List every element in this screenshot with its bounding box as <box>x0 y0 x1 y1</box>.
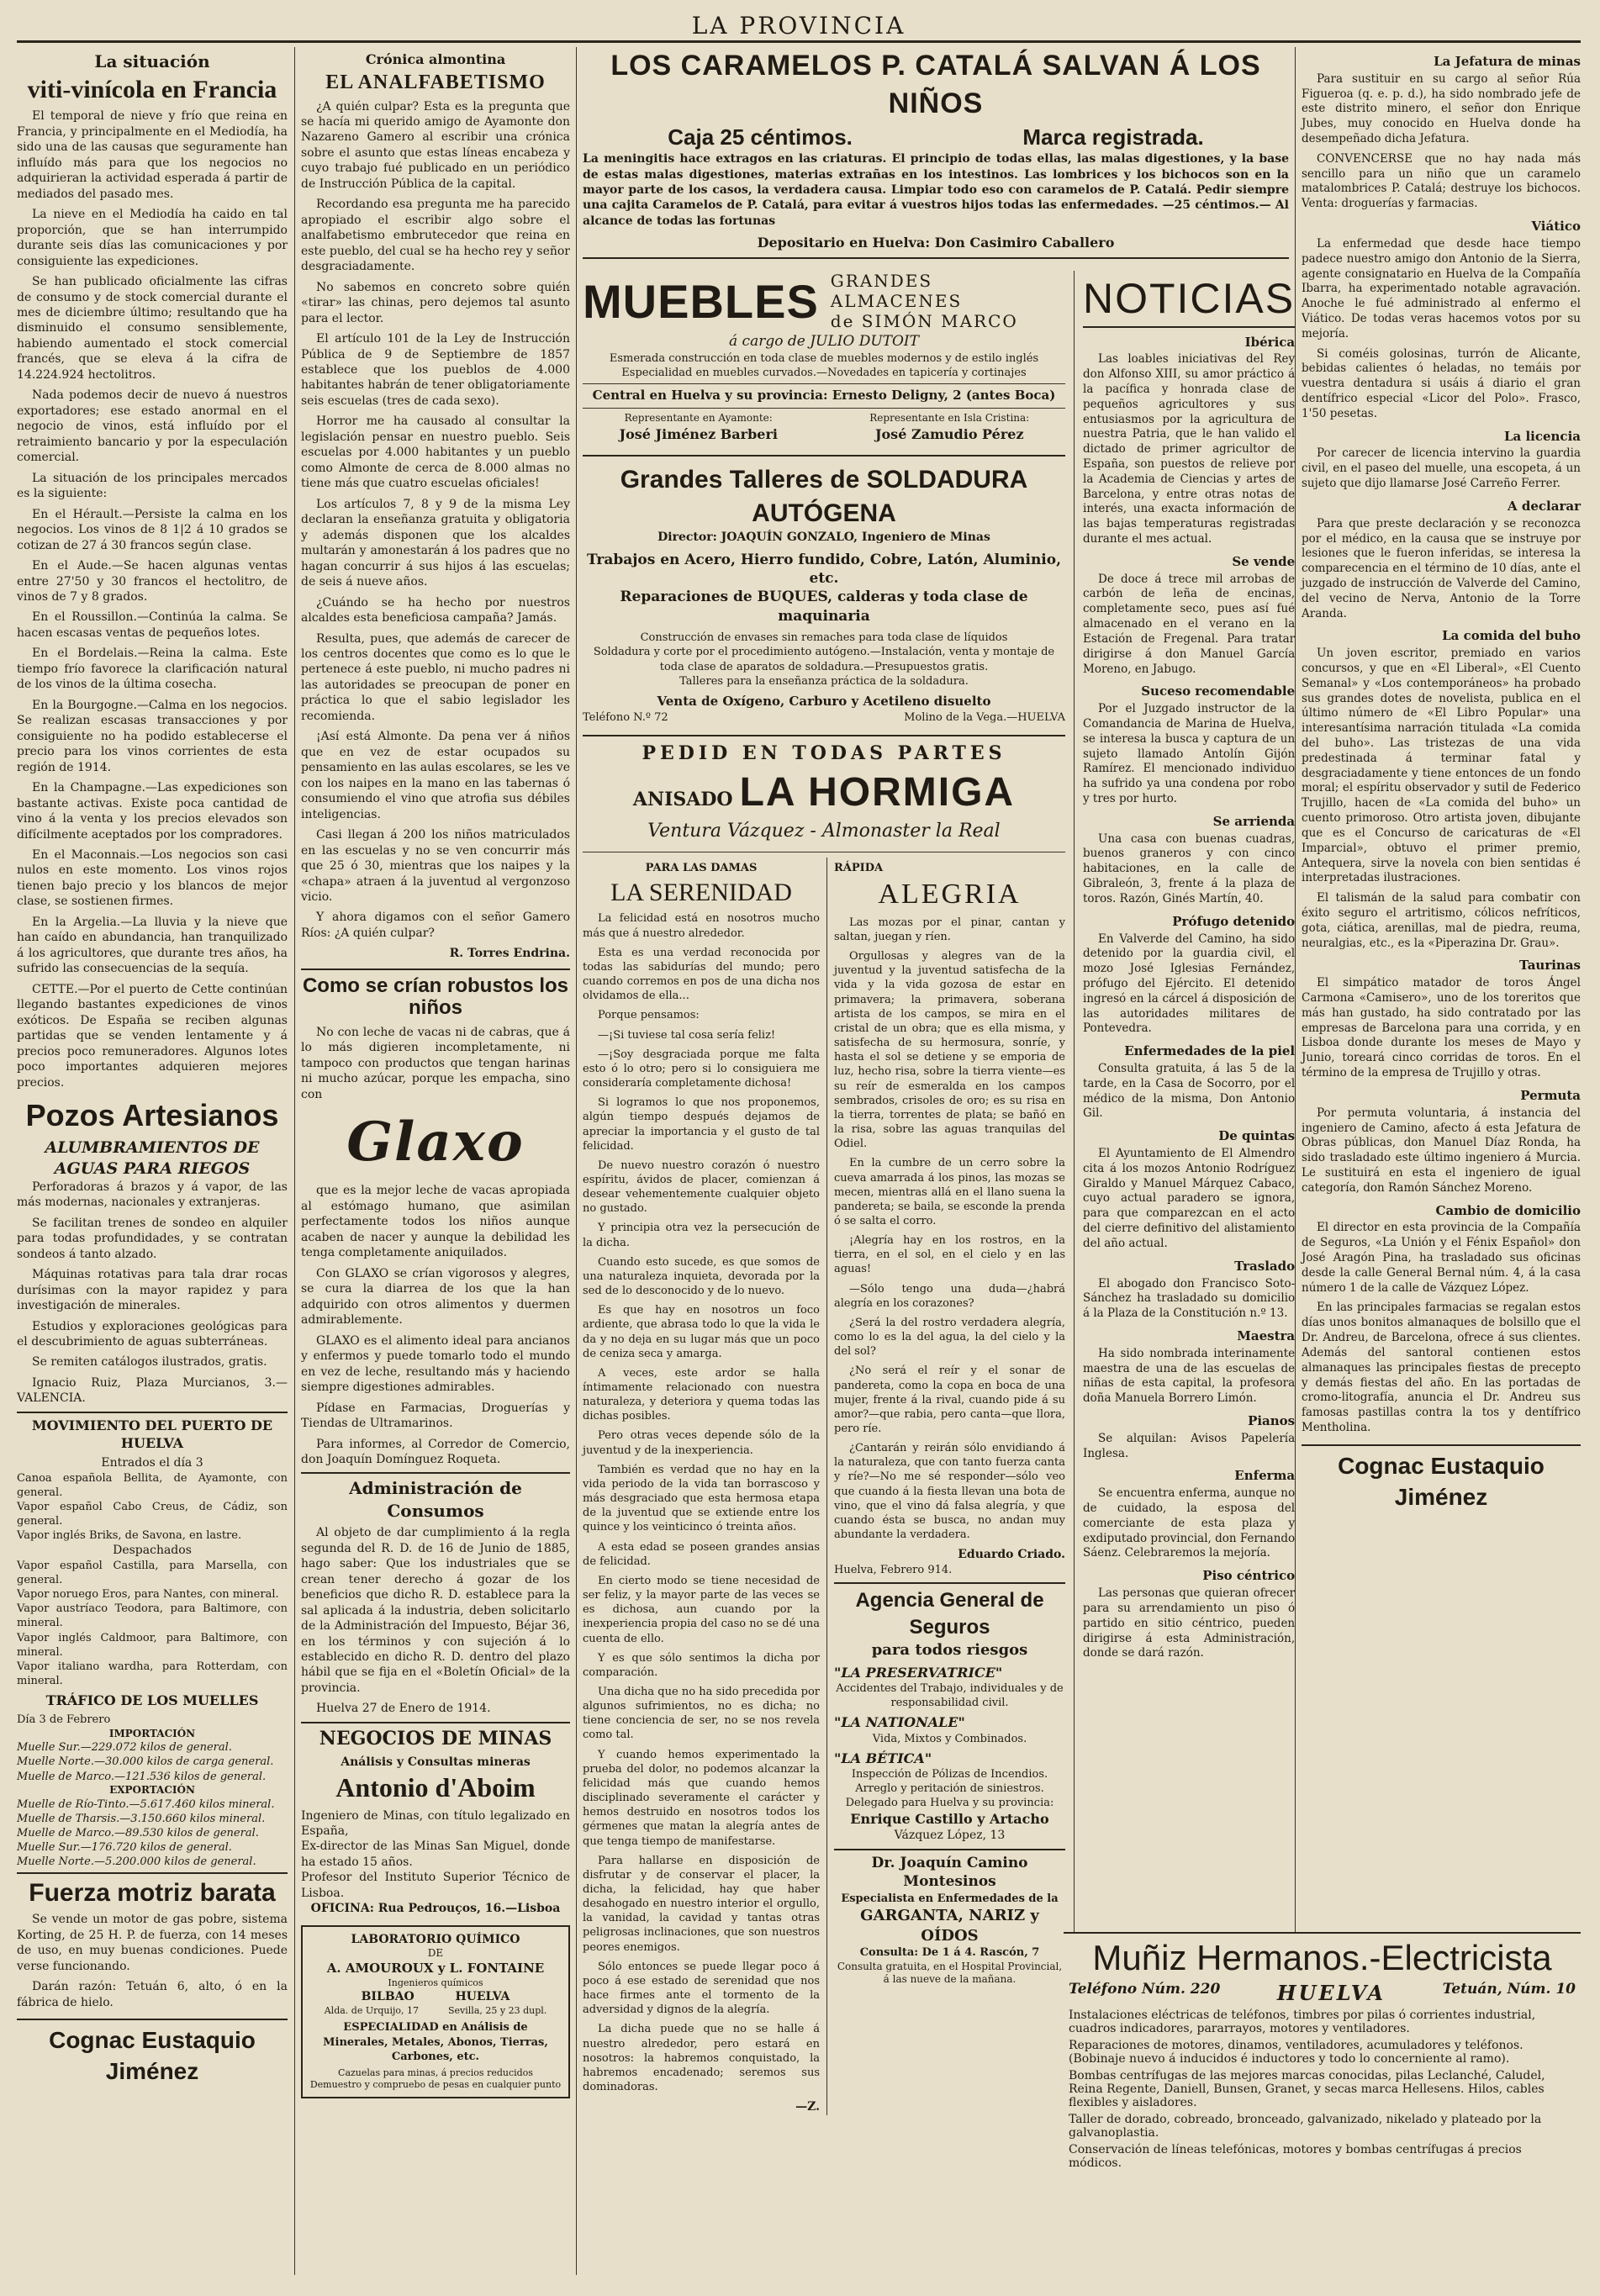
caramelos-body: La meningitis hace extragos en las criaturas. El principio de todas ellas, las malas digestiones, y la base de estas malas digestiones, materias extrañas en los intestinos. Las lombrices y los bichocos son en la mayor parte de los casos, la verdadera causa. Limpiar todo eso con caramelos de P. Catalá. Pedir siempre una cajita Caramelos de P. Catalá, para evitar á vuestros hijos todas las enfermedades. —25 céntimos.— Al alcance de todas las fortunas <box>583 152 1289 228</box>
news-heading: Traslado <box>1234 1258 1296 1274</box>
ad-address: OFICINA: Rua Pedrouços, 16.—Lisboa <box>310 1902 561 1916</box>
seguros-subtitle: para todos riesgos <box>871 1641 1028 1660</box>
news-heading: Piso céntrico <box>1202 1568 1296 1584</box>
anisado-name: LA HORMIGA <box>739 769 1016 815</box>
paragraph: Reparaciones de motores, dinamos, ventiladores, acumuladores y teléfonos. (Bobinaje nuevo á inducidos é inductores y todo lo concerniente al ramo). <box>1069 2039 1523 2066</box>
news-heading: A declarar <box>1508 498 1581 514</box>
news-body: En Valverde del Camino, ha sido detenido por la guardia civil, el mozo José Iglesias Fernández, prófugo del Ejército. El detenido ingresó en la cárcel á disposición de las autoridades militares de Pontevedra. <box>1083 932 1296 1036</box>
ad-subtitle: ALUMBRAMIENTOS DE AGUAS PARA RIEGOS <box>45 1137 260 1178</box>
news-heading: Enfermedades de la piel <box>1124 1043 1296 1059</box>
cognac-ad: Cognac Eustaquio Jiménez <box>1302 1444 1581 1513</box>
paragraph: Para hallarse en disposición de disfrutar y de conservar el placer, la dicha, la felicidad, hay que haber desahogado en nuestro interior el orgullo, la vanidad, la cavidad y tantas otras peligrosas inclinaciones, que son nuestros peores enemigos. <box>583 1854 820 1954</box>
paragraph: ¡Así está Almonte. Da pena ver á niños que en vez de estar ocupados su pensamiento en las aulas escolares, se les ve con los naipes en la mano en las tabernas ó consumiendo el vino que atrofia sus débiles inteligencias. <box>301 730 570 821</box>
paragraph: Instalaciones eléctricas de teléfonos, timbres por pilas ó corrientes industrial, cuadros indicadores, pararrayos, motores y ventiladores. <box>1069 2008 1536 2036</box>
paragraph: Porque pensamos: <box>598 1009 700 1022</box>
talleres-work: Trabajos en Acero, Hierro fundido, Cobre, Latón, Aluminio, etc. <box>586 551 1062 587</box>
ad-body: No con leche de vacas ni de cabras, que á lo más digieren incompletamente, ni tampoco con productos que tengan harinas ni mucho azúcar, porque les empacha, sino con <box>301 1025 570 1101</box>
muebles-header <box>583 271 1065 333</box>
paragraph: La situación de los principales mercados es la siguiente: <box>17 471 288 501</box>
news-heading: La comida del buho <box>1442 628 1581 644</box>
talleres-address: Molino de la Vega.—HUELVA <box>904 710 1065 724</box>
talleres-ad <box>583 455 1065 725</box>
section-title: MOVIMIENTO DEL PUERTO DE HUELVA <box>17 1412 288 1452</box>
news-body: El abogado don Francisco Soto-Sánchez ha trasladado su domicilio á la Plaza de la Constitución n.º 13. <box>1083 1276 1296 1321</box>
paragraph: Muelle de Tharsis.—3.150.660 kilos mineral. <box>17 1812 266 1825</box>
paragraph: Se han publicado oficialmente las cifras de consumo y de stock comercial durante el mes de diciembre último; resultando que ha disminuido el consumo sensiblemente, habiendo aumentado el stock comercial francés, que se eleva á la cifra de 14.224.924 hectolitros. <box>17 275 288 382</box>
news-heading: Suceso recomendable <box>1141 684 1296 699</box>
paragraph: Muelle de Marco.—121.536 kilos de general. <box>17 1770 267 1783</box>
news-heading: Prófugo detenido <box>1172 913 1296 929</box>
paragraph: En el Roussillon.—Continúa la calma. Se hacen escasas ventas de pequeños lotes. <box>17 610 288 640</box>
paragraph: Ex-director de las Minas San Miguel, donde ha estado 15 años. <box>301 1839 570 1869</box>
masthead <box>17 7 1581 43</box>
article-signature: Eduardo Criado. <box>958 1548 1065 1562</box>
section-title: Administración de Consumos <box>301 1472 570 1522</box>
section-subtitle: IMPORTACIÓN <box>108 1727 196 1739</box>
paragraph: Vapor español Castilla, para Marsella, con general. <box>17 1559 288 1586</box>
news-body: Se encuentra enferma, aunque no de cuidado, la esposa del comerciante de esta plaza y exdiputado provincial, don Fernando Sáenz. Celebraremos la mejoría. <box>1083 1486 1296 1560</box>
article-body <box>17 108 288 1090</box>
column-rule <box>294 47 295 2275</box>
paragraph: Resulta, pues, que además de carecer de los centros docentes que como es lo que le pertenece á este pueblo, ni mucho padres ni las autoridades se preocupan de poner en práctica lo que el sabio legislador les recomienda. <box>301 631 570 723</box>
muebles-subtitle <box>831 271 1065 331</box>
section-subtitle: EXPORTACIÓN <box>109 1783 195 1796</box>
serenidad-column <box>583 858 827 2114</box>
lab-de: DE <box>427 1947 444 1960</box>
paragraph: Esta es una verdad reconocida por todas las sabidurías del mundo; pero cuando corremos en pos de una dicha nos olvidamos de ella... <box>583 946 820 1003</box>
paragraph: Bombas centrífugas de las mejores marcas conocidas, pilas Leclanché, Caludel, Reina Regente, Daniell, Bunsen, Granet, y secas marca Hellesens. Hilos, cables flexibles y aisladores. <box>1069 2069 1545 2110</box>
news-body: La enfermedad que desde hace tiempo padece nuestro amigo don Antonio de la Sierra, agente consignatario en Huelva de la Compañía Ibarra, ha experimentado notable agravación. Anoche le fué administrado al enfermo el Viático. De todas veras hacemos votos por su mejoría. <box>1302 236 1581 340</box>
paragraph: A esta edad se poseen grandes ansias de felicidad. <box>583 1540 820 1568</box>
news-body: Para que preste declaración y se reconozca por el médico, en la causa que se instruye por lesiones que le fueron inferidas, se interesa la comparecencia en el término de 10 días, ante el juzgado de instrucción de Valverde del Camino, del vecino de Nerva, Antonio de la Torre Aranda. <box>1302 516 1581 620</box>
paragraph: Muelle Sur.—176.720 kilos de general. <box>17 1841 232 1855</box>
article-signature: —Z. <box>795 2100 820 2114</box>
paragraph: —Sólo tengo una duda—¿habrá alegría en los corazones? <box>834 1282 1065 1310</box>
paragraph: Nada podemos decir de nuevo á nuestros exportadores; ese estado anormal en el negocio de vinos, está influído por el retraimiento bancario y por la especulación comercial. <box>17 388 288 465</box>
paragraph: ¿Será la del rostro verdadera alegría, como lo es la del agua, la del cielo y la del sol? <box>834 1316 1065 1359</box>
ad-title: Pozos Artesianos <box>25 1098 279 1133</box>
paragraph: Muelle Norte.—30.000 kilos de carga general. <box>17 1755 274 1769</box>
news-body: El Ayuntamiento de El Almendro cita á los mozos Antonio Rodríguez Giraldo y Manuel Márquez Cabaco, cuyo actual paradero se ignora, para que comparezcan en el acto del cierre definitivo del alistamiento del año actual. <box>1083 1147 1296 1250</box>
paragraph: Canoa española Bellita, de Ayamonte, con general. <box>17 1471 288 1499</box>
article-body <box>583 911 820 2094</box>
paragraph: También es verdad que no hay en la vida periodo de la vida tan borrascoso y más desgraciado que esta hermosa etapa de la juventud que se extiende entre los quince y los veinticinco ó treinta años. <box>583 1463 820 1534</box>
news-heading: La Jefatura de minas <box>1434 54 1581 69</box>
anisado-small: ANISADO <box>632 788 733 810</box>
article-kicker: La situación <box>94 51 210 71</box>
news-body: Consulta gratuita, á las 5 de la tarde, en la Casa de Socorro, por el médico de la misma, Don Antonio Gil. <box>1083 1061 1296 1121</box>
news-body: Una casa con buenas cuadras, buenos graneros y con cinco habitaciones, en la calle de Gibraleón, 3, frente á la plaza de toros. Razón, Ginés Martín, 40. <box>1083 831 1296 905</box>
paragraph: Pídase en Farmacias, Droguerías y Tiendas de Ultramarinos. <box>301 1401 570 1431</box>
section-title: TRÁFICO DE LOS MUELLES <box>45 1692 259 1709</box>
paragraph: Ingeniero de Minas, con título legalizado en España, <box>301 1808 570 1838</box>
alegria-column <box>827 858 1065 2114</box>
caramelos-title: LOS CARAMELOS P. CATALÁ SALVAN Á LOS NIÑOS <box>610 50 1261 119</box>
paragraph: Ignacio Ruiz, Plaza Murcianos, 3.—VALENCIA. <box>17 1375 288 1406</box>
rep-name: José Jiménez Barberi <box>619 425 778 442</box>
article-title: viti-vinícola en Francia <box>27 76 277 104</box>
news-heading: De quintas <box>1218 1128 1296 1144</box>
paragraph: Cuando esto sucede, es que somos de una naturaleza inquieta, devorada por la sed de lo desconocido y de lo nuevo. <box>583 1255 820 1298</box>
insurer-name: "LA BÉTICA" <box>834 1750 932 1766</box>
news-body: Ha sido nombrada interinamente maestra de una de las escuelas de niñas de esta capital, la profesora doña Manuela Borrero Limón. <box>1083 1346 1296 1406</box>
paragraph: En el Hérault.—Persiste la calma en los negocios. Los vinos de 8 1|2 á 10 grados se cotizan de 27 á 30 francos según clase. <box>17 507 288 552</box>
paragraph: Construcción de envases sin remaches para toda clase de líquidos <box>640 631 1008 645</box>
seguros-person: Enrique Castillo y Artacho <box>850 1811 1049 1828</box>
paragraph: Talleres para la enseñanza práctica de la soldadura. <box>679 674 969 688</box>
rep-label: Representante en Ayamonte: <box>624 411 773 424</box>
news-body: En las principales farmacias se regalan estos días unos bonitos almanaques de bolsillo que el Dr. Andreu, de Barcelona, ofrece á sus clientes. Además del santoral contienen estos almanaques las principales fiestas de precepto y demás fiestas del año. En las portadas de cromo-litografía, anuncia el Dr. Andreu sus famosas pastillas contra la tos y dentífrico Mentholina. <box>1302 1301 1581 1434</box>
news-heading: Maestra <box>1237 1327 1296 1343</box>
doctor-organs: GARGANTA, NARIZ y OÍDOS <box>860 1906 1039 1945</box>
munoz-phone: Teléfono Núm. 220 <box>1069 1981 1221 1998</box>
lab-note: Cazuelas para minas, á precios reducidos <box>338 2066 533 2078</box>
news-heading: Cambio de domicilio <box>1435 1202 1581 1218</box>
munoz-title: Muñiz Hermanos.-Electricista <box>1092 1938 1552 1977</box>
lab-title: LABORATORIO QUÍMICO <box>351 1932 520 1946</box>
paragraph: En la Champagne.—Las expediciones son bastante activas. Existe poca cantidad de vino á la venta y los precios elevados son difícilmente aceptados por los compradores. <box>17 781 288 842</box>
muebles-sub1: GRANDES ALMACENES <box>830 271 963 312</box>
caramelos-price: Caja 25 céntimos. <box>668 124 853 150</box>
paragraph: Para informes, al Corredor de Comercio, don Joaquín Domínguez Roqueta. <box>301 1437 570 1466</box>
news-heading: Se arrienda <box>1212 813 1296 829</box>
caramelos-row <box>583 123 1289 151</box>
doctor-specialty: Especialista en Enfermedades de la <box>841 1892 1059 1905</box>
paragraph: La dicha puede que no se halle á nuestro alrededor, pero estará en nosotros: la habremos conquistado, la habremos encadenado; seremos sus dominadoras. <box>583 2023 820 2094</box>
muebles-title: MUEBLES <box>583 274 819 328</box>
paragraph: Una dicha que no ha sido precedida por algunos sufrimientos, no es dicha; no tiene conciencia de ser, no se nos revela como tal. <box>583 1685 820 1742</box>
paragraph: Pero otras veces depende sólo de la juventud y de la inexperiencia. <box>583 1429 820 1457</box>
paragraph: Las mozas por el pinar, cantan y saltan, juegan y ríen. <box>834 916 1065 944</box>
noticias-title: NOTICIAS <box>1083 271 1295 328</box>
news-heading: Viático <box>1531 219 1581 235</box>
news-body: Las personas que quieran ofrecer para su arrendamiento un piso ó partido en sitio céntrico, pueden dirigirse á esta Administración, donde se dará razón. <box>1083 1586 1296 1660</box>
paragraph: Es que hay en nosotros un foco ardiente, que abrasa todo lo que la vida le da y no deja en su lugar más que un poco de ceniza seca y amarga. <box>583 1304 820 1360</box>
doctor-free: Consulta gratuita, en el Hospital Provincial, á las nueve de la mañana. <box>837 1960 1063 1986</box>
article-title: LA SERENIDAD <box>610 879 792 907</box>
talleres-phone: Teléfono N.º 72 <box>583 710 668 724</box>
paragraph: De nuevo nuestro corazón ó nuestro espíritu, ávidos de placer, comienzan á desear vehementemente cualquier objeto no gustado. <box>583 1159 820 1216</box>
anisado-maker: Ventura Vázquez - Almonaster la Real <box>647 821 1001 842</box>
paragraph: Recordando esa pregunta me ha parecido apropiado el escribir algo sobre el analfabetismo embrutecedor que reina en este pueblo, del cual se ha hecho rey y señor desgraciadamente. <box>301 198 570 274</box>
news-body: Un joven escritor, premiado en varios concursos, y que en «El Liberal», «El Cuento Semanal» y «Los contemporáneos» ha probado sus grandes dotes de novelista, publica en el último número de «El Libro Popular» una interesantísima narración titulada «La comida del buho». Las tristezas de una vida predestinada á terminar fatal y desgraciadamente y tiene entonces de un fondo moral; el espíritu observador y sutil de Federico Trujillo, hacen de «La comida del buho» un cuento primoroso. Otro artista joven, dibujante que es el Concurso de caricaturas de «El Imparcial», obtuvo el primer premio, Antequera, sirve la novela con bien sentidas é interpretadas ilustraciones. <box>1302 647 1581 885</box>
paragraph: Conservación de líneas telefónicas, motores y bombas centrífugas á precios módicos. <box>1069 2143 1522 2171</box>
muebles-sub2: de SIMÓN MARCO <box>830 311 1018 332</box>
paragraph: Casi llegan á 200 los niños matriculados en las escuelas y no se ven concurrir más que 25 ó 30, mientras que los naipes y la «chapa» atraen á la juventud al vergonzoso vicio. <box>301 828 570 904</box>
paragraph: Profesor del Instituto Superior Técnico de Lisboa. <box>301 1871 570 1900</box>
paragraph: En cierto modo se tiene necesidad de ser feliz, y la mayor parte de las veces se es dichosa, aun cuando por la inexperiencia propia del caso no se dé una cuenta de ello. <box>583 1574 820 1645</box>
paragraph: Y cuando hemos experimentado la prueba del dolor, no podemos alcanzar la felicidad más que cuando hemos disciplinado severamente el carácter y hemos destruido en nosotros todos los gérmenes que matan la alegría antes de que tenga tiempo de manifestarse. <box>583 1748 820 1848</box>
paragraph: Vapor inglés Briks, de Savona, en lastre. <box>17 1529 242 1543</box>
paragraph: ¿No será el reír y el sonar de pandereta, como la copa en boca de una mujer, frente á la rival, cuando pide á su amor?—que rabia, pero canta—que llora, pero ríe. <box>834 1364 1065 1436</box>
insurer-desc: Vida, Mixtos y Combinados. <box>872 1732 1027 1745</box>
paragraph: Taller de dorado, cobreado, bronceado, galvanizado, nikelado y plateado por la galvanoplastia. <box>1069 2113 1542 2140</box>
doctor-ad <box>834 1849 1065 1987</box>
article-kicker: RÁPIDA <box>834 862 884 875</box>
news-body: Por el Juzgado instructor de la Comandancia de Marina de Huelva, se interesa la busca y captura de un sujeto llamado Antolín Gijón Ramírez. El mencionado individuo ha sufrido ya una condena por robo y tres por hurto. <box>1083 702 1296 806</box>
paragraph: que es la mejor leche de vacas apropiada al estómago humano, que asimilan perfectamente todos los niños aunque acaben de nacer y aunque la debilidad les tenga completamente aniquilados. <box>301 1184 570 1260</box>
insurer-desc: Inspección de Pólizas de Incendios. Arreglo y peritación de siniestros. <box>851 1767 1048 1795</box>
paragraph: Estudios y exploraciones geológicas para el descubrimiento de aguas subterráneas. <box>17 1319 288 1349</box>
paragraph: Horror me ha causado al consultar la legislación pensar en nuestro pueblo. Seis escuelas por 4.000 habitantes y un pueblo como Almonte de cerca de 8.000 almas no tiene más que cuatro escuelas oficiales! <box>301 414 570 491</box>
news-heading: Permuta <box>1520 1087 1581 1103</box>
lab-cities: BILBAO HUELVA <box>361 1990 510 2004</box>
ad-name: Antonio d'Aboim <box>335 1772 536 1803</box>
talleres-lines <box>583 631 1065 689</box>
article-date: Huelva, Febrero 914. <box>834 1563 953 1576</box>
noticias-column <box>1075 271 1295 2115</box>
paragraph: En la cumbre de un cerro sobre la cueva amarrada á los pinos, las mozas se mecen, mientras allá en el llano suena la pandereta; se baila, se esconde la prenda ó se salta el corro. <box>834 1157 1065 1227</box>
seguros-list <box>834 1664 1065 1796</box>
news-heading: La licencia <box>1503 428 1581 444</box>
paragraph: Soldadura y corte por el procedimiento autógeno.—Instalación, venta y montaje de toda clase de aparatos de soldadura.—Presupuestos gratis. <box>593 646 1055 673</box>
paragraph: Muelle de Marco.—89.530 kilos de general. <box>17 1826 259 1839</box>
traffic-list <box>17 1740 288 1783</box>
ad-body <box>17 1180 288 1407</box>
muebles-rep <box>583 412 815 443</box>
paragraph: Vapor austríaco Teodora, para Baltimore, con mineral. <box>17 1602 288 1630</box>
column-5 <box>1302 47 1581 1956</box>
paragraph: Vapor inglés Caldmoor, para Baltimore, con mineral. <box>17 1631 288 1659</box>
paragraph: Si logramos lo que nos proponemos, algún tiempo después dejamos de apreciar la importancia y el gusto de tal felicidad. <box>583 1096 820 1153</box>
article-body <box>834 916 1065 1542</box>
traffic-list <box>17 1797 288 1870</box>
munoz-lines <box>1064 2008 1581 2170</box>
notice-body: Al objeto de dar cumplimiento á la regla segunda del R. D. de 16 de Junio de 1885, hago saber: Que los industriales que se crean tener derecho á gozar de los beneficios que dicho R. D. establece para la sal aplicada á la industria, deben solicitarlo de la Administración del Impuesto, Béjar 36, en los términos y con sujeción á lo establecido en dicho R. D. dentro del plazo hábil que se fija en el «Boletín Oficial» de la provincia. <box>301 1526 570 1695</box>
caramelos-brand: Marca registrada. <box>1022 124 1204 150</box>
news-heading: Se vende <box>1232 553 1296 569</box>
news-body: Se alquilan: Avisos Papelería Inglesa. <box>1083 1431 1296 1460</box>
munoz-contact <box>1069 1981 1576 2005</box>
sub-columns <box>583 852 1065 2114</box>
news-body: El talismán de la salud para combatir con éxito seguro el artritismo, cólicos nefríticos, gota, ciática, arenillas, mal de piedra, reuma, neuralgias, etc., es la «Piperazina Dr. Grau». <box>1302 891 1581 950</box>
paragraph: La felicidad está en nosotros mucho más que á nuestro alrededor. <box>583 912 820 940</box>
ad-title: Fuerza motriz barata <box>17 1872 288 1907</box>
doctor-name: Dr. Joaquín Camino Montesinos <box>871 1854 1028 1891</box>
paragraph: En la Bourgogne.—Calma en los negocios. Se realizan escasas transacciones y por consiguiente no ha podido establecerse el precio para los vinos corrientes de esta región de 1914. <box>17 698 288 774</box>
news-heading: Enferma <box>1234 1468 1296 1484</box>
muebles-cargo: á cargo de JULIO DUTOIT <box>729 333 919 351</box>
paragraph: En el Bordelais.—Reina la calma. Este tiempo frío favorece la clarificación natural de los vinos de la última cosecha. <box>17 647 288 692</box>
news-body: Por permuta voluntaria, á instancia del ingeniero de Camino, afecto á esta Jefatura de Obras públicas, don Manuel Díaz Ronda, ha sido trasladado este último ingeniero á Murcia. Le sustituirá en esta el ingeniero de igual categoría, don Ramón Sánchez Moreno. <box>1302 1106 1581 1195</box>
paragraph: Se remiten catálogos ilustrados, gratis. <box>32 1355 267 1370</box>
ship-list <box>17 1471 288 1544</box>
ad-subtitle: Análisis y Consultas mineras <box>341 1755 531 1769</box>
rep-label: Representante en Isla Cristina: <box>869 411 1030 424</box>
newspaper-page <box>17 7 1581 2289</box>
column-1 <box>17 47 288 2283</box>
rep-name: José Zamudio Pérez <box>874 425 1024 442</box>
article-title: ALEGRIA <box>878 879 1022 910</box>
news-body: CONVENCERSE que no hay nada más sencillo para un niño que un caramelo matalombrices P. Catalá; destruye los bichocos. Venta: droguerías y farmacias. <box>1302 151 1581 211</box>
news-body: El simpático matador de toros Ángel Carmona «Camisero», uno de los toreritos que más han gustado, ha sido contratado por las empresas de Barcelona para una corrida, y en Lisboa donde durante los meses de Mayo y Junio, toreará cinco corridas de toros. En el término de la empresa de Trujillo y otras. <box>1302 976 1581 1080</box>
paragraph: Muelle Norte.—5.200.000 kilos de general. <box>17 1855 256 1869</box>
muebles-rep <box>833 412 1065 443</box>
paragraph: Vapor italiano wardha, para Rotterdam, con mineral. <box>17 1660 288 1688</box>
paragraph: Los artículos 7, 8 y 9 de la misma Ley declaran la enseñanza gratuita y obligatoria y además disponen que los alcaldes multarán y amonestarán á los padres que no hagan concurrir á sus hijos á las escuelas; de seis á nueve años. <box>301 497 570 589</box>
anisado-ad <box>583 735 1065 843</box>
paragraph: Esmerada construcción en toda clase de muebles modernos y de estilo inglés <box>609 351 1039 365</box>
article-kicker: PARA LAS DAMAS <box>645 862 758 875</box>
seguros-delegado: Delegado para Huelva y su provincia: <box>845 1797 1054 1810</box>
paragraph: Sólo entonces se puede llegar poco á poco á ese estado de serenidad que nos hace firmes ante el tormento de la adversidad y dignos de la alegría. <box>583 1960 820 2017</box>
paragraph: El temporal de nieve y frío que reina en Francia, y principalmente en el Mediodía, ha sido una de las causas que seguramente han influído más para que los negocios no adquirieran la actividad esperada á partir de mediados del pasado mes. <box>17 109 288 201</box>
ad-body <box>301 1183 570 1467</box>
paragraph: Orgullosas y alegres van de la juventud y la juventud satisfecha de la vida y la vida gozosa de estar en primavera; la primavera, soberana artista de los campos, se mira en el cristal de un obra; que es ella misma, y satisfecha de su hermosura, sonríe, y hasta el sol se detiene y se emporia de luz, hecho risa, sobre la tierra viente—es su reír de esmeralda en los campos sembrados, crisoles de oro; es su risa en la tierra, torrentes de plata; se bañó en la risa, sobre las aguas tranquilas del Odiel. <box>834 950 1065 1151</box>
muebles-lines <box>583 351 1065 380</box>
news-body: El director en esta provincia de la Compañía de Seguros, «La Unión y el Fénix Español» don José Aragón Pina, ha trasladado sus oficinas desde la calle General Bernal núm. 4, á la casa número 1 de la calle de Vázquez López. <box>1302 1221 1581 1295</box>
paragraph: Perforadoras á brazos y á vapor, de las más modernas, nacionales y extranjeras. <box>17 1180 288 1210</box>
news-heading: Pianos <box>1248 1413 1296 1428</box>
glaxo-logo: Glaxo <box>346 1111 525 1174</box>
munoz-city: HUELVA <box>1276 1981 1386 2006</box>
paragraph: En el Aude.—Se hacen algunas ventas entre 27'50 y 30 francos el hectolitro, de vinos de 7 y 8 grados. <box>17 559 288 604</box>
lab-names: A. AMOUROUX y L. FONTAINE <box>326 1961 545 1977</box>
news-body: Si coméis golosinas, turrón de Alicante, bebidas calientes ó heladas, no temáis por vuestra dentadura si usáis á diario el gran dentífrico especial «Licor del Polo». Frasco, 1'50 pesetas. <box>1302 346 1581 420</box>
cognac-ad: Cognac Eustaquio Jiménez <box>17 2019 288 2088</box>
masthead-title: LA PROVINCIA <box>691 12 906 40</box>
lab-ad <box>301 1925 570 2098</box>
paragraph: Vapor noruego Eros, para Nantes, con mineral. <box>17 1588 279 1602</box>
paragraph: ¿Cantarán y reirán sólo envidiando á la naturaleza, que con tanto fuerza canta y ríe?—No me sé responder—sólo veo que cuando á la fiesta llevan una bota de vino, que el vino dá falsa alegría, y que cuando ésta se busca, no andan muy abundante la verdadera. <box>834 1442 1065 1542</box>
paragraph: ¿A quién culpar? Esta es la pregunta que se hacía mi querido amigo de Ayamonte don Nazareno Gamero al escribir una crónica sobre el asunto que estas líneas encabeza y cuyo trabajo fué publicado en un periódico de Instrucción Pública de la capital. <box>301 99 570 191</box>
section-subtitle: Entrados el día 3 <box>101 1456 203 1470</box>
section-subtitle: Despachados <box>113 1544 192 1558</box>
lab-role: Ingenieros químicos <box>388 1977 483 1988</box>
paragraph: ¿Cuándo se ha hecho por nuestros alcaldes esta beneficiosa campaña? Jamás. <box>301 595 570 625</box>
news-body: De doce á trece mil arrobas de carbón de leña de encinas, completamente seco, pues así fué almacenado en el verano en la Estación de Fregenal. Para tratar dirigirse á don Manuel García Moreno, en Jabugo. <box>1083 572 1296 676</box>
column-2 <box>301 47 570 2283</box>
lab-note: Demuestro y compruebo de pesas en cualquier punto <box>309 2079 562 2091</box>
paragraph: Muelle de Río-Tinto.—5.617.460 kilos mineral. <box>17 1797 275 1811</box>
seguros-address: Vázquez López, 13 <box>894 1829 1006 1843</box>
noticias-list <box>1083 335 1295 1662</box>
news-body: Para sustituir en su cargo al señor Rúa Figueroa (q. e. p. d.), ha sido nombrado jefe de este distrito minero, el señor don Enrique Jubes, muy conocido en Huelva donde ha desempeñado dicha Jefatura. <box>1302 71 1581 146</box>
anisado-brand <box>583 766 1065 819</box>
ad-body: Darán razón: Tetuán 6, alto, ó en la fábrica de hielo. <box>17 1980 288 2009</box>
paragraph: En el Maconnais.—Los negocios son casi nulos en este momento. Los vinos rojos tienen bajo precio y los blancos de mejor clase, se sostienen firmes. <box>17 848 288 909</box>
munoz-address: Tetuán, Núm. 10 <box>1442 1981 1576 1998</box>
insurer-name: "LA NATIONALE" <box>834 1714 965 1731</box>
paragraph: —¡Soy desgraciada porque me falta esto ó lo otro; pero si lo consiguiera me consideraría completamente dichosa! <box>583 1048 820 1090</box>
talleres-venta: Venta de Oxígeno, Carburo y Acetileno disuelto <box>657 693 991 709</box>
paragraph: La nieve en el Mediodía ha caido en tal proporción, que se han interrumpido durante seis días las comunicaciones y por consiguiente las expediciones. <box>17 208 288 268</box>
muebles-central: Central en Huelva y su provincia: Ernesto Deligny, 2 (antes Boca) <box>583 383 1065 409</box>
notice-date: Huelva 27 de Enero de 1914. <box>316 1702 491 1716</box>
paragraph: No sabemos en concreto sobre quién «tirar» las chinas, pero dejemos tal asunto para el lector. <box>301 280 570 325</box>
news-body: Las loables iniciativas del Rey don Alfonso XIII, su amor práctico á la pacífica y honrada clase de pequeños agricultores y sus entusiasmos por la agricultura de nuestra Patria, que le han valido el dictado de primer agricultor de España, son puestos de relieve por la Academia de Ciencias y artes de Barcelona, y entre otras notas de interés, una exacta información de las bajas temperaturas registradas durante el mes actual. <box>1083 352 1296 546</box>
talleres-director: Director: JOAQUÍN GONZALO, Ingeniero de Minas <box>657 530 990 545</box>
doctor-consulta: Consulta: De 1 á 4. Rascón, 7 <box>859 1946 1040 1960</box>
talleres-title: Grandes Talleres de SOLDADURA AUTÓGENA <box>620 465 1028 527</box>
paragraph: Se facilitan trenes de sondeo en alquiler para todas profundidades, y se contratan sondeos á tanto alzado. <box>17 1216 288 1261</box>
paragraph: El artículo 101 de la Ley de Instrucción Pública de 9 de Septiembre de 1857 establece que los pueblos de 4.000 habitantes habrán de tener obligatoriamente seis escuelas (tres de cada sexo). <box>301 332 570 408</box>
news-heading: Taurinas <box>1518 958 1581 974</box>
article-body <box>301 99 570 942</box>
insurer-name: "LA PRESERVATRICE" <box>834 1664 1003 1681</box>
insurer-desc: Accidentes del Trabajo, individuales y de responsabilidad civil. <box>836 1682 1064 1710</box>
ad-title: NEGOCIOS DE MINAS <box>301 1722 570 1751</box>
ad-body <box>301 1808 570 1902</box>
ship-list <box>17 1559 288 1688</box>
paragraph: Especialidad en muebles curvados.—Novedades en tapicería y cortinajes <box>621 367 1027 380</box>
muebles-ad <box>583 271 1075 2115</box>
muebles-reps <box>583 412 1065 443</box>
paragraph: Muelle Sur.—229.072 kilos de general. <box>17 1741 232 1755</box>
paragraph: GLAXO es el alimento ideal para ancianos y enfermos y puede tomarlo todo el mundo en vez de leche, resultando más y haciendo siempre digestiones admirables. <box>301 1333 570 1395</box>
paragraph: Vapor español Cabo Creus, de Cádiz, son general. <box>17 1500 288 1528</box>
article-kicker: Crónica almontina <box>365 51 506 67</box>
column-rule <box>576 47 577 2275</box>
section-date: Día 3 de Febrero <box>17 1713 111 1727</box>
paragraph: Con GLAXO se crían vigorosos y alegres, se cura la diarrea de los que la han adquirido con otros alimentos y duermen admirablemente. <box>301 1266 570 1327</box>
talleres-contact <box>583 710 1065 725</box>
paragraph: ¡Alegría hay en los rostros, en la tierra, en el sol, en el cielo y en las aguas! <box>834 1234 1065 1276</box>
paragraph: CETTE.—Por el puerto de Cette continúan llegando bastantes expediciones de vinos exóticos. De España se reciben algunas partidas que se venden lentamente y á precios poco remuneradores. Algunos lotes poco importantes adquieren mejores precios. <box>17 982 288 1090</box>
munoz-ad <box>1064 1932 1581 2275</box>
paragraph: Máquinas rotativas para tala drar rocas durísimas con la mayor rapidez y para investigación de minerales. <box>17 1268 288 1313</box>
paragraph: Y ahora digamos con el señor Gamero Ríos: ¿A quién culpar? <box>301 910 570 940</box>
article-signature: R. Torres Endrina. <box>449 947 570 961</box>
ad-title: Como se crían robustos los niños <box>301 969 570 1020</box>
paragraph: Y es que sólo sentimos la dicha por comparación. <box>583 1651 820 1679</box>
paragraph: —¡Si tuviese tal cosa sería feliz! <box>598 1028 776 1042</box>
seguros-ad <box>834 1582 1065 1844</box>
seguros-title: Agencia General de Seguros <box>855 1588 1044 1639</box>
ad-body: Se vende un motor de gas pobre, sistema Korting, de 25 H. P. de fuerza, con 14 meses de uso, en muy buenas condiciones. Puede verse funcionando. <box>17 1913 288 1973</box>
news-heading: Ibérica <box>1244 334 1296 350</box>
news-list <box>1302 54 1581 1436</box>
paragraph: A veces, este ardor se halla íntimamente relacionado con nuestra naturaleza, y deteriora y quema todas las dichas posibles. <box>583 1366 820 1423</box>
lab-specialty: ESPECIALIDAD en Análisis de Minerales, Metales, Abonos, Tierras, Carbones, etc. <box>323 2021 548 2063</box>
article-title: EL ANALFABETISMO <box>325 71 546 94</box>
caramelos-depositario: Depositario en Huelva: Don Casimiro Caballero <box>583 234 1289 258</box>
lab-address: Alda. de Urquijo, 17 Sevilla, 25 y 23 dupl. <box>324 2004 547 2016</box>
paragraph: Y principia otra vez la persecución de la dicha. <box>583 1222 820 1249</box>
talleres-repairs: Reparaciones de BUQUES, calderas y toda clase de maquinaria <box>620 589 1028 625</box>
paragraph: En la Argelia.—La lluvia y la nieve que han caído en abundancia, han tranquilizado á los agricultores, que durante tres años, ha sufrido las consecuencias de la sequía. <box>17 915 288 976</box>
news-body: Por carecer de licencia intervino la guardia civil, en el paseo del muelle, una escopeta, á un sujeto que dijo llamarse José Carreño Ferrer. <box>1302 446 1581 491</box>
anisado-top: PEDID EN TODAS PARTES <box>642 742 1006 764</box>
